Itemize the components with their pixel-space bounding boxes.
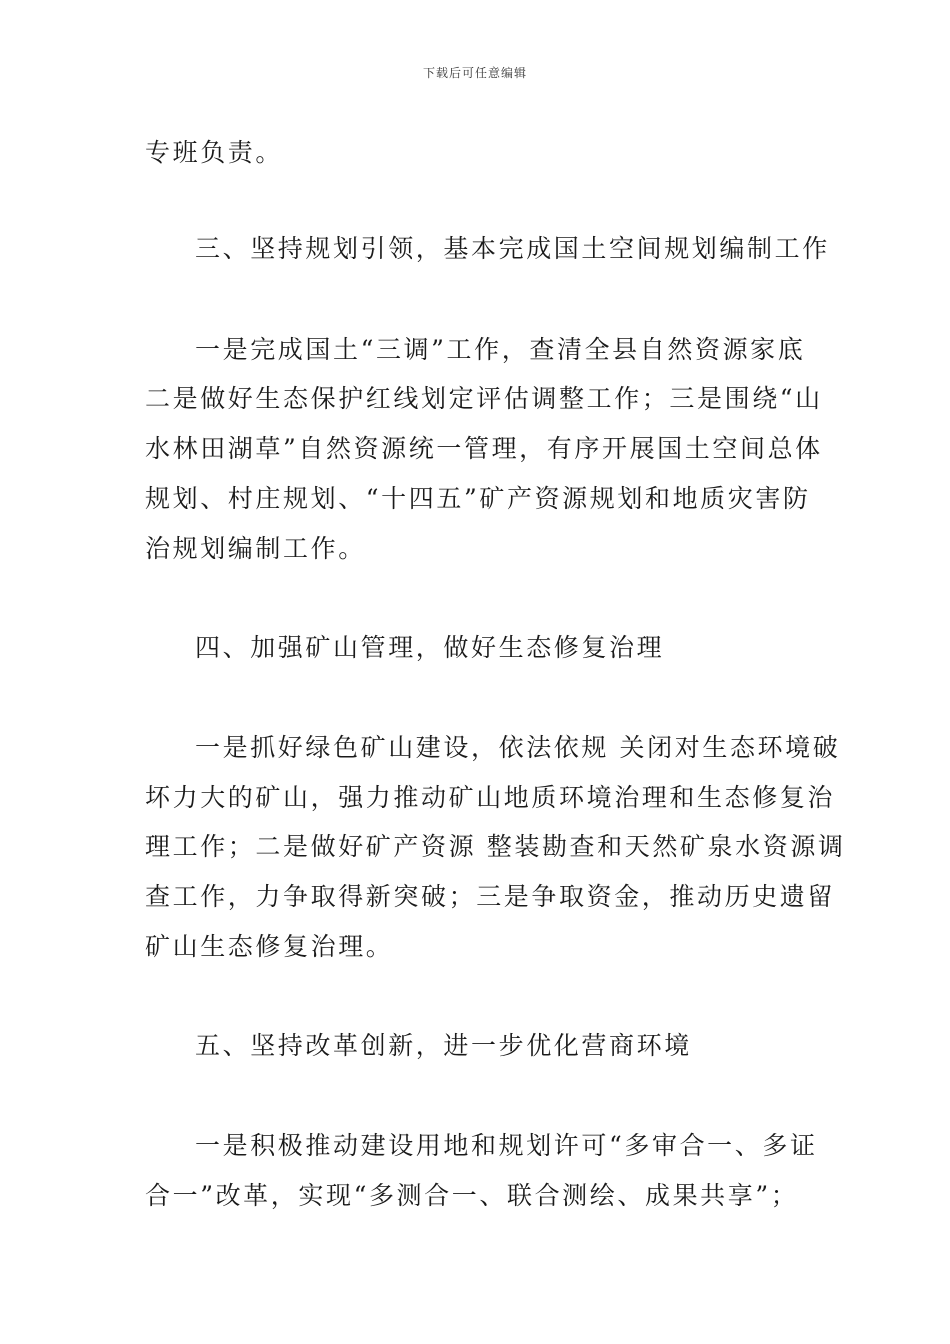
section-heading: 五、坚持改革创新，进一步优化营商环境 (195, 1031, 692, 1060)
page-header-note: 下载后可任意编辑 (422, 66, 527, 80)
paragraph-line: 规划、村庄规划、“十四五”矿产资源规划和地质灾害防 (145, 484, 811, 513)
paragraph-line: 一是抓好绿色矿山建设，依法依规 关闭对生态环境破 (195, 733, 841, 762)
paragraph-line: 理工作；二是做好矿产资源 整装勘查和天然矿泉水资源调 (145, 832, 846, 861)
text-line: 专班负责。 (145, 138, 284, 167)
paragraph-line: 一是积极推动建设用地和规划许可“多审合一、多证 (195, 1131, 818, 1160)
paragraph-line: 合一”改革，实现“多测合一、联合测绘、成果共享”； (145, 1181, 799, 1210)
paragraph-line: 坏力大的矿山，强力推动矿山地质环境治理和生态修复治 (145, 783, 836, 812)
section-heading: 三、坚持规划引领，基本完成国土空间规划编制工作 (195, 234, 830, 263)
paragraph-line: 二是做好生态保护红线划定评估调整工作；三是围绕“山 (145, 384, 823, 413)
paragraph-line: 查工作，力争取得新突破；三是争取资金，推动历史遗留 (145, 882, 836, 911)
paragraph-line: 水林田湖草”自然资源统一管理，有序开展国土空间总体 (145, 434, 823, 463)
section-heading: 四、加强矿山管理，做好生态修复治理 (195, 633, 665, 662)
paragraph-line: 治规划编制工作。 (145, 534, 366, 563)
paragraph-line: 矿山生态修复治理。 (145, 932, 394, 961)
paragraph-line: 一是完成国土“三调”工作，查清全县自然资源家底 (195, 335, 806, 364)
